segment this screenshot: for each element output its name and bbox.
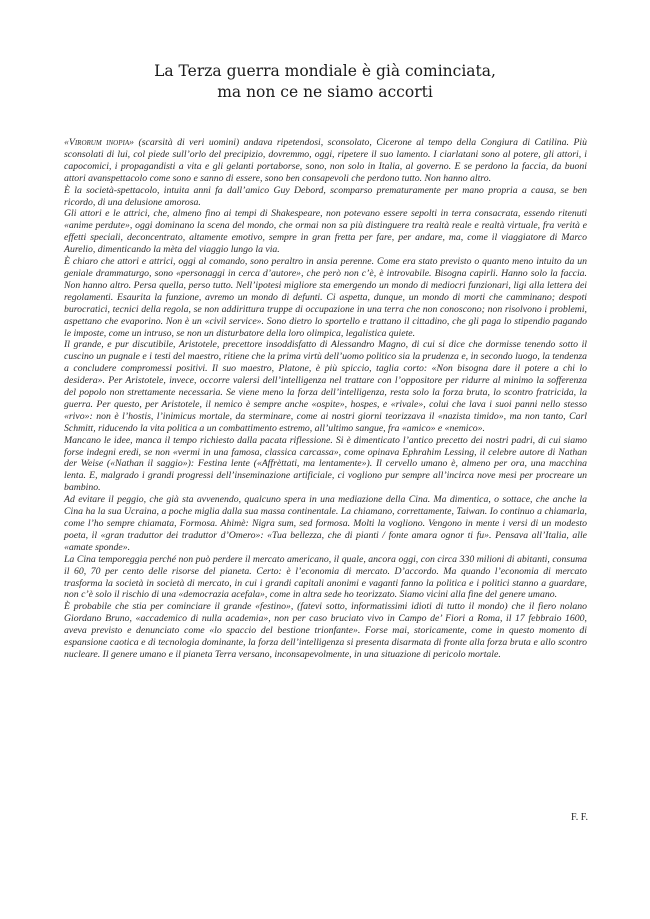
paragraph-2: È la società-spettacolo, intuita anni fa dall’amico Guy Debord, scomparso prematuramente per mano propria a causa, se ben ricordo, di una delusione amorosa. — [64, 184, 587, 208]
paragraph-4: È chiaro che attori e attrici, oggi al comando, sono peraltro in ansia perenne. Come era stato previsto o quanto meno intuito da un geniale drammaturgo, sono «personaggi in cerca d’autore», che però non c’è, è introvabile. Bisogna capirli. Hanno solo la faccia. Non hanno altro. Persa quella, perso tutto. Nell’ipotesi migliore sta emergendo un mondo di mediocri funzionari, ligi alla lettera dei regolamenti. Esaurita la funzione, avremo un mondo di defunti. Ci aspetta, dunque, un mondo di morti che camminano; despoti burocratici, tecnici della regola, se non addirittura truppe di occupazione in una terra che non conoscono; non risolvono i problemi, aspettano che evaporino. Non è un «civil service». Sono dietro lo sportello e trattano il cittadino, che gli paga lo stipendio pagando le imposte, come un intruso, se non un disturbatore della loro olimpica, legalistica quiete. — [64, 256, 587, 339]
paragraph-9: È probabile che stia per cominciare il grande «festino», (fatevi sotto, informatissimi idioti di tutto il mondo) che il fiero nolano Giordano Bruno, «accademico di nulla academia», non per caso bruciato vivo in Campo de’ Fiori a Roma, il 17 febbraio 1600, aveva previsto e denunciato come «lo spaccio del bestione trionfante». Forse mai, storicamente, come in questo momento di espansione caotica e di tecnologia dominante, la forza dell’intelligenza si presenta disarmata di fronte alla forza bruta e allo scontro nucleare. Il genere umano e il pianeta Terra versano, inconsapevolmente, in una situazione di pericolo mortale. — [64, 601, 587, 660]
paragraph-1-text: (scarsità di veri uomini) andava ripetendosi, sconsolato, Cicerone al tempo della Congiura di Catilina. Più sconsolati di lui, col piede sull’orlo del precipizio, dovremmo, oggi, ripetere il suo lamento. I ciarlatani sono al potere, gli attori, i capocomici, i propagandisti a vita e gli gelanti portaborse, sono, non solo in Italia, al governo. E se perdono la faccia, da buoni attori avanspettacolo come sono e sanno di essere, sono ben consapevoli che perdono tutto. Non hanno altro. — [64, 137, 587, 184]
author-signature: F. F. — [570, 812, 588, 823]
latin-quote: «Virorum inopia» — [64, 137, 134, 148]
paragraph-6: Mancano le idee, manca il tempo richiesto dalla pacata riflessione. Si è dimenticato l’antico precetto dei nostri padri, di cui siamo forse indegni eredi, se non «vermi in una famosa, classica carcassa», come opinava Ephrahim Lessing, il celebre autore di Nathan der Weise («Nathan il saggio»): Festina lente («Affrèttati, ma lentamente»). Il cervello umano è, almeno per ora, una macchina lenta. E, malgrado i grandi progressi dell’inseminazione artificiale, ci vogliono pur sempre all’incirca nove mesi per procreare un bambino. — [64, 434, 587, 494]
article-title — [0, 61, 650, 103]
paragraph-8: La Cina temporeggia perché non può perdere il mercato americano, il quale, ancora oggi, con circa 330 milioni di abitanti, consuma il 60, 70 per cento delle risorse del pianeta. Certo: è l’economia di mercato. D’accordo. Ma quando l’economia di mercato trasforma la società in società di mercato, in cui i grandi capitali anonimi e vaganti fanno la politica e i politici stanno a guardare, non c’è solo il rischio di una «democrazia acefala», come in altra sede ho teorizzato. Siamo vicini alla fine del genere umano. — [64, 553, 587, 601]
title-line-1: La Terza guerra mondiale è già cominciata, — [154, 62, 496, 80]
paragraph-5: Il grande, e pur discutibile, Aristotele, precettore insoddisfatto di Alessandro Magno, di cui si dice che dormisse tenendo sotto il cuscino un pugnale e i testi del maestro, ritiene che la prima virtù dell’uomo politico sia la prudenza e, in secondo luogo, la tendenza a concludere compromessi positivi. Il suo maestro, Platone, è più spiccio, taglia corto: «Non bisogna dare il potere a chi lo desidera». Per Aristotele, invece, occorre valersi dell’intelligenza nel trattare con l’oppositore per ridurre al minimo la sofferenza del popolo non strettamente necessaria. Se viene meno la forza dell’intelligenza, resta solo la forza bruta, lo scontro fratricida, la guerra. Per questo, per Aristotele, il nemico è sempre anche «ospite», hospes, e «rivale», colui che lava i suoi panni nello stesso «rivo»: non è l’hostis, l’inimicus mortale, da sterminare, come ai nostri giorni teorizzava il «nazista timido», ma non tanto, Carl Schmitt, riducendo la vita politica a un combattimento estremo, all’ultimo sangue, fra «amico» e «nemico». — [64, 339, 587, 434]
paragraph-1 — [64, 137, 587, 185]
article-body — [64, 137, 587, 661]
paragraph-7: Ad evitare il peggio, che già sta avvenendo, qualcuno spera in una mediazione della Cina. Ma dimentica, o sottace, che anche la Cina ha la sua Ucraina, a poche miglia dalla sua massa continentale. La chiamano, correttamente, Taiwan. Io continuo a chiamarla, come l’ho sempre chiamata, Formosa. Ahimè: Nigra sum, sed formosa. Molti la vogliono. Vengono in mente i versi di un modesto poeta, il «gran traduttor dei traduttor d’Omero»: «Tua bellezza, che di pianti / fonte amara ognor ti fu». Pensava all’Italia, alle «amate sponde». — [64, 494, 587, 553]
paragraph-3: Gli attori e le attrici, che, almeno fino ai tempi di Shakespeare, non potevano essere sepolti in terra consacrata, essendo ritenuti «anime perdute», oggi dominano la scena del mondo, che ormai non sa più distinguere tra realtà reale e realtà virtuale, fra verità e effetti speciali, deconcentrato, altamente emotivo, sempre in gran fretta per fare, per andare, ma, come il viaggiatore di Marco Aurelio, dimenticando la mèta del viaggio lungo la via. — [64, 208, 587, 256]
title-line-2: ma non ce ne siamo accorti — [217, 83, 433, 101]
